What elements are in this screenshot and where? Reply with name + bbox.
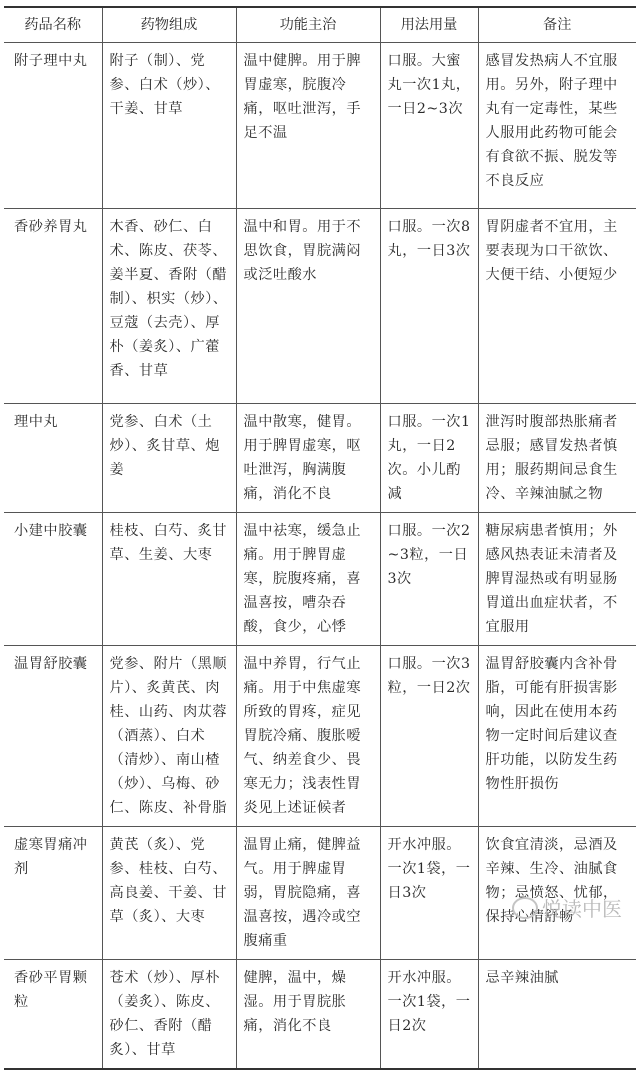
notes: 糖尿病患者慎用；外感风热表证未清者及脾胃湿热或有明显肠胃道出血症状者，不宜服用 bbox=[478, 513, 636, 646]
dosage: 开水冲服。一次1袋，一日2次 bbox=[380, 960, 478, 1070]
composition: 桂枝、白芍、炙甘草、生姜、大枣 bbox=[102, 513, 236, 646]
dosage: 开水冲服。一次1袋，一日3次 bbox=[380, 827, 478, 960]
header-dosage: 用法用量 bbox=[380, 7, 478, 43]
indications: 温中养胃，行气止痛。用于中焦虚寒所致的胃疼，症见胃脘冷痛、腹胀嗳气、纳差食少、畏寒无力；浅表性胃炎见上述证候者 bbox=[236, 646, 380, 827]
wechat-icon bbox=[512, 897, 538, 919]
indications: 健脾，温中，燥湿。用于胃脘胀痛，消化不良 bbox=[236, 960, 380, 1070]
composition: 木香、砂仁、白术、陈皮、茯苓、姜半夏、香附（醋制）、枳实（炒）、豆蔻（去壳）、厚朴（姜炙）、广藿香、甘草 bbox=[102, 209, 236, 404]
table-row bbox=[4, 646, 636, 827]
header-notes: 备注 bbox=[478, 7, 636, 43]
dosage: 口服。一次1丸，一日2次。小儿酌减 bbox=[380, 404, 478, 513]
table-row bbox=[4, 43, 636, 209]
notes: 饮食宜清淡，忌酒及辛辣、生冷、油腻食物；忌愤怒、忧郁，保持心情舒畅 bbox=[478, 827, 636, 960]
indications: 温中散寒，健胃。用于脾胃虚寒，呕吐泄泻，胸满腹痛，消化不良 bbox=[236, 404, 380, 513]
drug-name: 理中丸 bbox=[14, 414, 59, 430]
drug-name: 香砂养胃丸 bbox=[14, 219, 88, 235]
notes: 温胃舒胶囊内含补骨脂，可能有肝损害影响，因此在使用本药物一定时间后建议查肝功能，以防发生药物性肝损伤 bbox=[478, 646, 636, 827]
dosage: 口服。一次2~3粒，一日3次 bbox=[380, 513, 478, 646]
dosage: 口服。大蜜丸一次1丸，一日2~3次 bbox=[380, 43, 478, 209]
table-header-row bbox=[4, 7, 636, 43]
notes: 忌辛辣油腻 bbox=[478, 960, 636, 1070]
table-row bbox=[4, 209, 636, 404]
watermark-text: 悦读中医 bbox=[542, 897, 622, 921]
notes: 胃阴虚者不宜用，主要表现为口干欲饮、大便干结、小便短少 bbox=[478, 209, 636, 404]
table-row bbox=[4, 960, 636, 1070]
header-composition: 药物组成 bbox=[102, 7, 236, 43]
indications: 温胃止痛，健脾益气。用于脾虚胃弱，胃脘隐痛，喜温喜按，遇冷或空腹痛重 bbox=[236, 827, 380, 960]
header-indications: 功能主治 bbox=[236, 7, 380, 43]
table-row bbox=[4, 404, 636, 513]
composition: 党参、附片（黑顺片）、炙黄芪、肉桂、山药、肉苁蓉（酒蒸）、白术（清炒）、南山楂（炒）、乌梅、砂仁、陈皮、补骨脂 bbox=[102, 646, 236, 827]
composition: 黄芪（炙）、党参、桂枝、白芍、高良姜、干姜、甘草（炙）、大枣 bbox=[102, 827, 236, 960]
notes: 泄泻时腹部热胀痛者忌服；感冒发热者慎用；服药期间忌食生冷、辛辣油腻之物 bbox=[478, 404, 636, 513]
header-drug-name: 药品名称 bbox=[24, 17, 82, 33]
table-row bbox=[4, 513, 636, 646]
drug-name: 香砂平胃颗粒 bbox=[14, 970, 88, 1010]
dosage: 口服。一次3粒，一日2次 bbox=[380, 646, 478, 827]
composition: 苍术（炒）、厚朴（姜炙）、陈皮、砂仁、香附（醋炙）、甘草 bbox=[102, 960, 236, 1070]
composition: 附子（制）、党参、白术（炒）、干姜、甘草 bbox=[102, 43, 236, 209]
indications: 温中和胃。用于不思饮食，胃脘满闷或泛吐酸水 bbox=[236, 209, 380, 404]
indications: 温中健脾。用于脾胃虚寒，脘腹冷痛，呕吐泄泻，手足不温 bbox=[236, 43, 380, 209]
drug-name: 温胃舒胶囊 bbox=[14, 656, 88, 672]
drug-name: 小建中胶囊 bbox=[14, 523, 88, 539]
dosage: 口服。一次8丸，一日3次 bbox=[380, 209, 478, 404]
notes: 感冒发热病人不宜服用。另外，附子理中丸有一定毒性，某些人服用此药物可能会有食欲不振、脱发等不良反应 bbox=[478, 43, 636, 209]
indications: 温中祛寒，缓急止痛。用于脾胃虚寒，脘腹疼痛，喜温喜按，嘈杂吞酸，食少，心悸 bbox=[236, 513, 380, 646]
drug-name: 虚寒胃痛冲剂 bbox=[14, 837, 88, 877]
watermark bbox=[512, 893, 622, 922]
composition: 党参、白术（土炒）、炙甘草、炮姜 bbox=[102, 404, 236, 513]
drug-name: 附子理中丸 bbox=[14, 53, 88, 69]
